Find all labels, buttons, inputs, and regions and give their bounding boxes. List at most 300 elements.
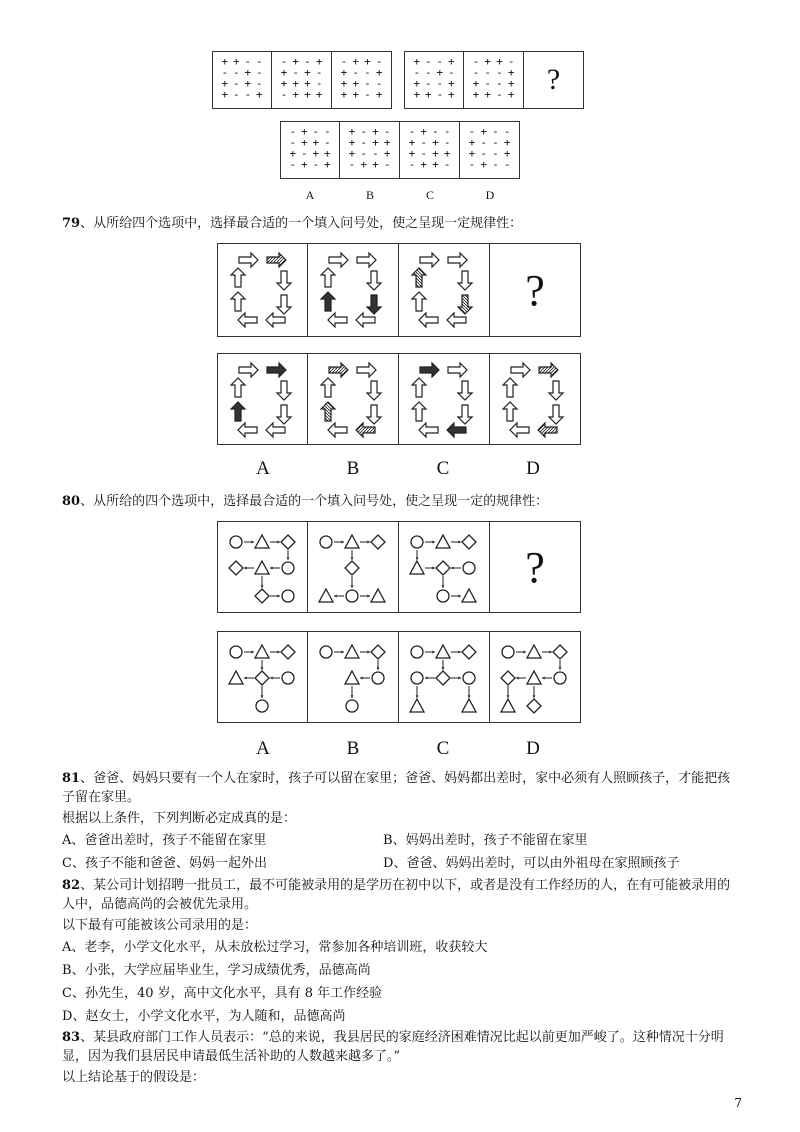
q80-label-a: A [256, 738, 270, 759]
q82-option-a[interactable] [62, 938, 487, 958]
arrow-icon [538, 423, 557, 437]
arrow-icon [458, 271, 472, 290]
diamond-shape [371, 535, 385, 549]
circle-shape [411, 536, 423, 548]
option-letter: A [62, 940, 72, 955]
connector-arrow [244, 541, 254, 544]
arrow-icon [419, 423, 438, 437]
connector-arrow [451, 651, 461, 654]
option-letter: D [62, 1009, 73, 1024]
arrow-icon [412, 378, 426, 397]
minus-sign: - [472, 66, 480, 79]
circle-shape [411, 672, 423, 684]
connector-arrow [542, 651, 552, 654]
minus-sign: - [436, 77, 444, 90]
minus-sign: - [447, 66, 455, 79]
circle-shape [411, 646, 423, 658]
arrow-shapes-figure [218, 354, 306, 444]
arrow-icon [267, 253, 286, 267]
plus-sign: + [507, 88, 515, 101]
option-letter: B [62, 963, 72, 978]
option-letter: B [383, 833, 393, 848]
minus-sign: - [503, 158, 511, 171]
plus-sign: + [408, 136, 416, 149]
plus-sign: + [312, 136, 320, 149]
diamond-shape [527, 699, 541, 713]
minus-sign: - [323, 136, 331, 149]
plus-sign: + [447, 55, 455, 68]
circle-shape [463, 562, 475, 574]
plus-sign: + [468, 136, 476, 149]
minus-sign: - [492, 125, 499, 138]
plus-sign: + [221, 77, 229, 90]
circle-shape [463, 672, 475, 684]
connector-arrow [244, 677, 254, 680]
minus-sign: - [443, 136, 451, 149]
connector-arrow [261, 660, 264, 670]
arrow-icon [539, 363, 558, 377]
arrow-icon [328, 313, 347, 327]
triangle-shape [436, 645, 450, 658]
plus-sign: + [432, 147, 439, 160]
minus-sign: - [375, 55, 383, 68]
plus-sign: + [447, 77, 455, 90]
minus-sign: - [323, 125, 331, 138]
plus-sign: + [383, 147, 391, 160]
plus-sign: + [436, 66, 444, 79]
q79-label-b: B [346, 458, 360, 479]
plus-sign: + [468, 147, 476, 160]
arrow-icon [448, 363, 467, 377]
diamond-shape [345, 561, 359, 575]
connector-arrow [334, 651, 344, 654]
q83-stem: 、某县政府部门工作人员表示：“总的来说，我县居民的家庭经济困难情况比起以前更加严峻了。这种情况十分明显，因为我们县居民申请最低生活补助的人数越来越多了。” [62, 1030, 724, 1064]
plus-sign: + [340, 88, 348, 101]
minus-sign: - [232, 77, 240, 90]
arrow-icon [356, 423, 375, 437]
triangle-shape [371, 589, 385, 602]
arrow-icon [420, 363, 439, 377]
arrow-icon [266, 313, 285, 327]
q79-label-d: D [526, 458, 540, 479]
minus-sign: - [496, 88, 503, 101]
minus-sign: - [289, 125, 297, 138]
connector-arrow [244, 651, 254, 654]
diamond-shape [281, 535, 295, 549]
plus-sign: + [323, 147, 331, 160]
diamond-shape [436, 561, 450, 575]
arrow-icon [231, 378, 245, 397]
q83-prompt: 以上结论基于的假设是： [62, 1070, 206, 1085]
triangle-shape [229, 671, 243, 684]
arrow-icon [231, 402, 245, 421]
diamond-shape [462, 645, 476, 659]
triangle-shape [345, 645, 359, 658]
q79-number: 79 [62, 216, 81, 231]
plus-sign: + [372, 125, 379, 138]
arrow-icon [420, 253, 439, 267]
triangle-shape [462, 589, 476, 602]
q82-option-b[interactable] [62, 961, 371, 981]
q80-number: 80 [62, 494, 81, 509]
connector-arrow [559, 660, 562, 670]
option-letter: C [62, 986, 72, 1001]
q79-q-cell-1 [217, 243, 308, 337]
circle-shape [282, 562, 294, 574]
q78-options-row [280, 121, 520, 179]
circle-shape [256, 700, 268, 712]
plus-sign: + [244, 77, 252, 90]
connector-arrow [377, 660, 380, 670]
plus-sign: + [372, 158, 379, 171]
circle-shape [346, 700, 358, 712]
q79-option-a[interactable] [217, 353, 308, 445]
connector-arrow [287, 550, 290, 560]
q83-text [62, 1028, 742, 1066]
minus-sign: - [375, 77, 383, 90]
arrow-icon [367, 381, 381, 400]
arrow-icon [321, 268, 335, 287]
diamond-shape [371, 645, 385, 659]
connector-arrow [451, 567, 461, 570]
q79-label-a: A [256, 458, 270, 479]
q80-q-cell-3 [399, 521, 490, 613]
minus-sign: - [348, 158, 356, 171]
arrow-icon [458, 295, 472, 314]
shape-flow-figure [490, 632, 578, 722]
q78-question-mark: ? [546, 63, 561, 96]
minus-sign: - [364, 88, 371, 101]
q78-label-a: A [305, 188, 315, 202]
plus-sign: + [360, 158, 367, 171]
q83-number: 83 [62, 1030, 81, 1045]
arrow-shapes-figure [399, 244, 487, 336]
q79-options-row [217, 353, 581, 445]
plus-sign: + [472, 88, 480, 101]
connector-arrow [451, 677, 461, 680]
minus-sign: - [289, 158, 297, 171]
q78-q-cell-2 [272, 51, 332, 109]
plus-sign: + [352, 88, 359, 101]
minus-sign: - [304, 55, 311, 68]
q81-prompt: 根据以上条件，下列判断必定成真的是： [62, 811, 297, 826]
connector-arrow [360, 677, 370, 680]
connector-arrow [451, 595, 461, 598]
connector-arrow [261, 686, 264, 698]
minus-sign: - [468, 125, 476, 138]
option-text: 、妈妈出差时，孩子不能留在家里 [392, 833, 588, 848]
shape-flow-figure [218, 632, 306, 722]
circle-shape [372, 672, 384, 684]
minus-sign: - [424, 55, 432, 68]
minus-sign: - [232, 66, 240, 79]
plus-sign: + [480, 158, 487, 171]
q78-q-cell-3 [332, 51, 392, 109]
minus-sign: - [364, 66, 371, 79]
option-text: 、孙先生，40 岁，高中文化水平，具有 8 年工作经验 [71, 986, 383, 1001]
plus-sign: + [221, 88, 229, 101]
minus-sign: - [432, 125, 439, 138]
minus-sign: - [364, 77, 371, 90]
minus-sign: - [372, 147, 379, 160]
plus-sign: + [432, 158, 439, 171]
minus-sign: - [244, 55, 252, 68]
q79-option-d[interactable] [490, 353, 581, 445]
circle-shape [554, 672, 566, 684]
plus-sign: + [304, 66, 311, 79]
arrow-shapes-figure [308, 354, 396, 444]
plus-sign: + [484, 55, 491, 68]
triangle-shape [462, 699, 476, 712]
connector-arrow [334, 595, 344, 598]
q82-option-d[interactable] [62, 1007, 345, 1027]
minus-sign: - [443, 158, 451, 171]
minus-sign: - [232, 88, 240, 101]
q79-label-c: C [436, 458, 450, 479]
minus-sign: - [420, 147, 427, 160]
minus-sign: - [503, 125, 511, 138]
minus-sign: - [424, 66, 432, 79]
shape-flow-figure [218, 522, 306, 612]
circle-shape [320, 646, 332, 658]
triangle-shape [501, 699, 515, 712]
plus-sign: + [292, 55, 299, 68]
q79-question-mark: ? [525, 265, 545, 315]
plus-sign: + [292, 88, 299, 101]
arrow-icon [277, 295, 291, 314]
diamond-shape [281, 645, 295, 659]
minus-sign: - [360, 136, 367, 149]
q78-label-c: C [425, 188, 434, 202]
arrow-icon [231, 268, 245, 287]
q81-text [62, 769, 742, 807]
plus-sign: + [503, 136, 511, 149]
q78-option-a[interactable] [280, 121, 340, 179]
arrow-icon [357, 363, 376, 377]
option-text: 、孩子不能和爸爸、妈妈一起外出 [71, 856, 267, 871]
connector-arrow [416, 686, 419, 698]
minus-sign: - [436, 88, 444, 101]
option-text: 、赵女士，小学文化水平，为人随和，品德高尚 [72, 1009, 346, 1024]
arrow-icon [419, 313, 438, 327]
diamond-shape [553, 645, 567, 659]
triangle-shape [410, 561, 424, 574]
plus-sign: + [312, 147, 320, 160]
minus-sign: - [312, 125, 320, 138]
connector-arrow [542, 677, 552, 680]
plus-sign: + [348, 125, 356, 138]
minus-sign: - [424, 77, 432, 90]
triangle-shape [255, 645, 269, 658]
page-number: 7 [734, 1096, 742, 1110]
q80-option-c[interactable] [399, 631, 490, 723]
minus-sign: - [289, 136, 297, 149]
option-letter: C [62, 856, 72, 871]
q80-option-a[interactable] [217, 631, 308, 723]
minus-sign: - [383, 125, 391, 138]
minus-sign: - [244, 88, 252, 101]
connector-arrow [360, 541, 370, 544]
connector-arrow [442, 660, 445, 670]
minus-sign: - [484, 66, 491, 79]
q80-q-cell-1 [217, 521, 308, 613]
option-text: 、老李，小学文化水平，从未放松过学习，常参加各种培训班，收获较大 [71, 940, 488, 955]
minus-sign: - [507, 55, 515, 68]
q80-question-row [217, 521, 581, 613]
arrow-shapes-figure [490, 354, 578, 444]
option-letter: A [62, 833, 72, 848]
connector-arrow [334, 541, 344, 544]
plus-sign: + [507, 66, 515, 79]
q80-label-b: B [346, 738, 360, 759]
arrow-icon [277, 271, 291, 290]
q78-question-row-2 [404, 51, 584, 109]
connector-arrow [270, 677, 280, 680]
plus-sign: + [496, 55, 503, 68]
arrow-icon [458, 405, 472, 424]
minus-sign: - [413, 66, 421, 79]
plus-sign: + [280, 66, 288, 79]
arrow-icon [367, 271, 381, 290]
arrow-shapes-figure [308, 244, 396, 336]
plus-sign: + [300, 158, 308, 171]
q78-question-row [212, 51, 392, 109]
minus-sign: - [484, 77, 491, 90]
q80-option-b[interactable] [308, 631, 399, 723]
arrow-icon [448, 253, 467, 267]
minus-sign: - [292, 66, 299, 79]
q78-q-cell-1 [212, 51, 272, 109]
minus-sign: - [255, 77, 263, 90]
plus-sign: + [340, 77, 348, 90]
arrow-icon [238, 423, 257, 437]
arrow-icon [321, 378, 335, 397]
plus-sign: + [507, 77, 515, 90]
plus-sign: + [352, 77, 359, 90]
arrow-icon [549, 405, 563, 424]
arrow-icon [321, 402, 335, 421]
diamond-shape [436, 671, 450, 685]
q81-option-b[interactable] [383, 831, 588, 851]
plus-sign: + [304, 77, 311, 90]
plus-sign: + [300, 136, 308, 149]
plus-sign: + [340, 66, 348, 79]
minus-sign: - [352, 66, 359, 79]
connector-arrow [244, 567, 254, 570]
plus-sign: + [315, 88, 323, 101]
q78-option-d[interactable] [460, 121, 520, 179]
connector-arrow [270, 567, 280, 570]
q81-option-a[interactable] [62, 831, 266, 851]
shape-flow-figure [399, 632, 487, 722]
plus-sign: + [304, 88, 311, 101]
circle-shape [320, 536, 332, 548]
connector-arrow [425, 651, 435, 654]
diamond-shape [255, 671, 269, 685]
minus-sign: - [408, 158, 416, 171]
circle-shape [230, 646, 242, 658]
arrow-icon [367, 295, 381, 314]
q79-text [62, 214, 522, 234]
arrow-icon [329, 253, 348, 267]
q81-stem: 、爸爸、妈妈只要有一个人在家时，孩子可以留在家里；爸爸、妈妈都出差时，家中必须有人照顾孩子，才能把孩子留在家里。 [62, 771, 731, 805]
arrow-icon [549, 381, 563, 400]
triangle-shape [255, 535, 269, 548]
arrow-icon [458, 381, 472, 400]
diamond-shape [255, 589, 269, 603]
q78-label-d: D [485, 188, 495, 202]
minus-sign: - [443, 125, 451, 138]
plus-sign: + [375, 66, 383, 79]
arrow-icon [503, 402, 517, 421]
plus-sign: + [280, 77, 288, 90]
arrow-icon [357, 253, 376, 267]
q80-options-row [217, 631, 581, 723]
arrow-icon [238, 313, 257, 327]
minus-sign: - [360, 125, 367, 138]
arrow-shapes-figure [218, 244, 306, 336]
q79-q-cell-2 [308, 243, 399, 337]
minus-sign: - [468, 158, 476, 171]
connector-arrow [425, 567, 435, 570]
connector-arrow [425, 677, 435, 680]
arrow-icon [412, 402, 426, 421]
plus-sign: + [408, 147, 416, 160]
q79-option-c[interactable] [399, 353, 490, 445]
arrow-icon [447, 313, 466, 327]
connector-arrow [270, 651, 280, 654]
plus-sign: + [244, 66, 252, 79]
connector-arrow [270, 541, 280, 544]
q81-option-d[interactable] [383, 854, 679, 874]
arrow-icon [503, 378, 517, 397]
q79-option-b[interactable] [308, 353, 399, 445]
connector-arrow [351, 686, 354, 698]
arrow-icon [277, 405, 291, 424]
triangle-shape [345, 535, 359, 548]
plus-sign: + [480, 125, 487, 138]
connector-arrow [468, 686, 471, 698]
q78-q-cell-6 [524, 51, 584, 109]
triangle-shape [345, 671, 359, 684]
q80-question-mark: ? [525, 542, 545, 592]
q80-option-d[interactable] [490, 631, 581, 723]
q80-q-cell-2 [308, 521, 399, 613]
plus-sign: + [375, 88, 383, 101]
plus-sign: + [364, 55, 371, 68]
q81-number: 81 [62, 771, 81, 786]
q81-option-c[interactable] [62, 854, 267, 874]
minus-sign: - [408, 125, 416, 138]
arrow-icon [412, 268, 426, 287]
q78-option-b[interactable] [340, 121, 400, 179]
arrow-icon [511, 363, 530, 377]
plus-sign: + [420, 158, 427, 171]
q78-q-cell-5 [464, 51, 524, 109]
minus-sign: - [420, 136, 427, 149]
circle-shape [282, 672, 294, 684]
arrow-icon [329, 363, 348, 377]
arrow-icon [231, 292, 245, 311]
minus-sign: - [492, 136, 499, 149]
q78-q-cell-4 [404, 51, 464, 109]
q78-option-c[interactable] [400, 121, 460, 179]
q82-option-c[interactable] [62, 984, 382, 1004]
arrow-shapes-figure [399, 354, 487, 444]
minus-sign: - [300, 147, 308, 160]
connector-arrow [425, 541, 435, 544]
plus-sign: + [372, 136, 379, 149]
